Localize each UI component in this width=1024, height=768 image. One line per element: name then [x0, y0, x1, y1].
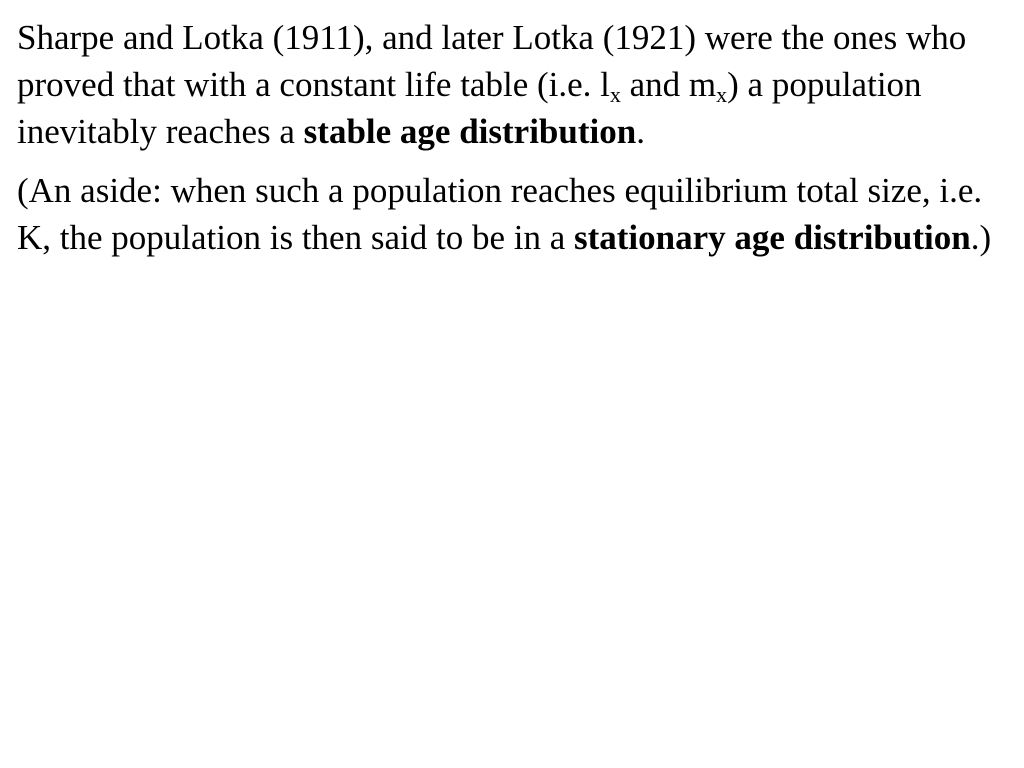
paragraph-text: and m: [620, 65, 717, 104]
paragraph-text: .): [970, 218, 992, 257]
paragraph-text: ) a population inevitably reaches a: [17, 65, 922, 151]
bold-term-stable-age-distribution: stable age distribution: [303, 112, 637, 151]
slide-body: [17, 14, 1012, 261]
paragraph-text: .: [636, 112, 645, 151]
paragraph-stable-age: [17, 14, 1012, 155]
subscript-x: x: [716, 82, 728, 107]
paragraph-text: Sharpe and Lotka (1911), and later Lotka (1921) were the ones who proved that with a constant life table (i.e. l: [17, 18, 967, 104]
paragraph-text: (An aside: when such a population reaches equilibrium total size, i.e. K, the population is then said to be in a: [17, 171, 983, 257]
bold-term-stationary-age-distribution: stationary age distribution: [574, 218, 971, 257]
paragraph-aside: [17, 167, 1012, 261]
subscript-x: x: [609, 82, 621, 107]
